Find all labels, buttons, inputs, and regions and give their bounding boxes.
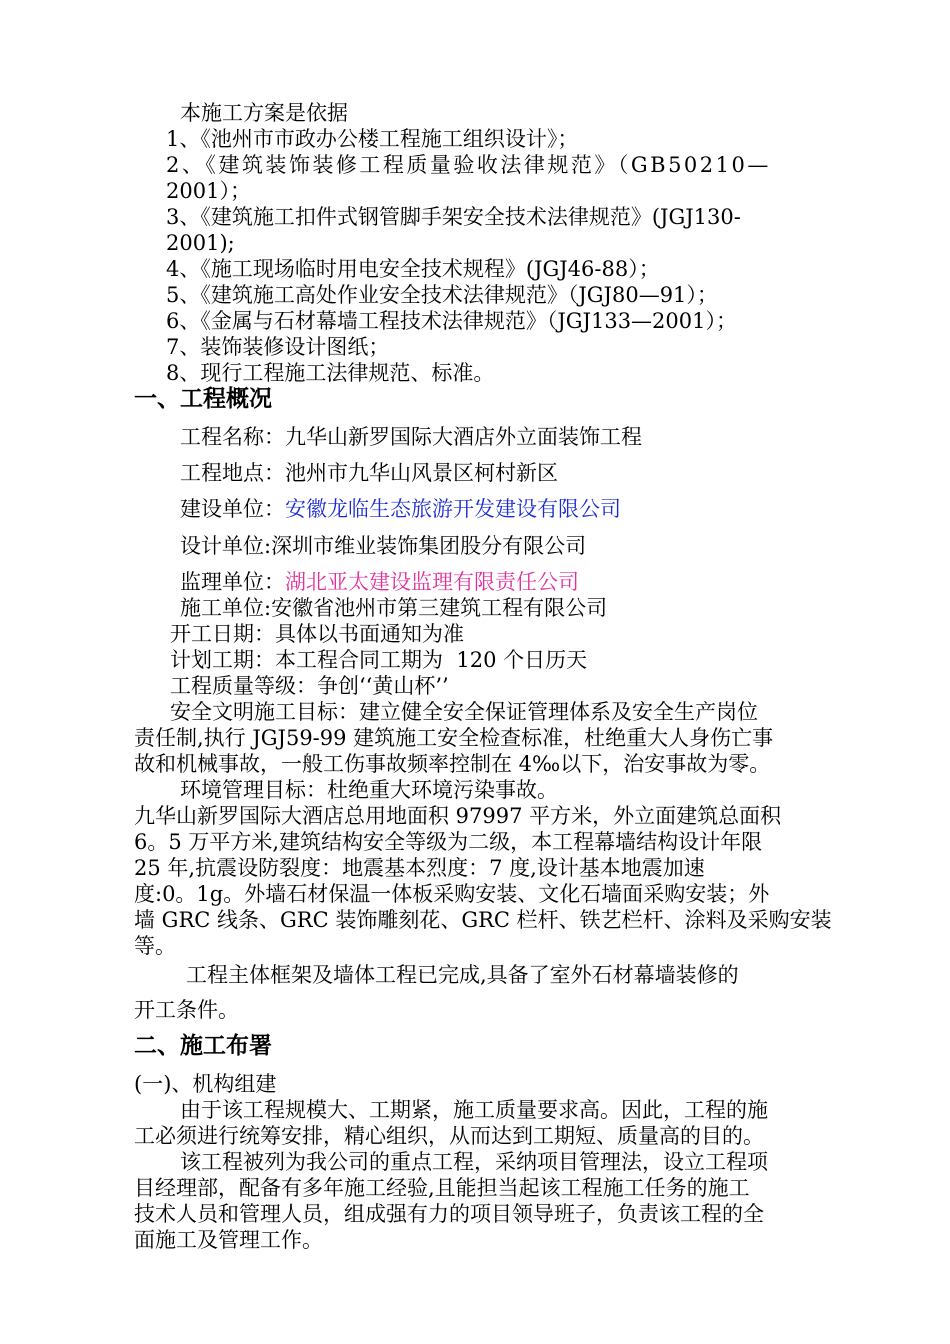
supervisor-row: [180, 569, 579, 595]
designer: 设计单位:深圳市维业装饰集团股分有限公司: [180, 534, 587, 558]
start-date: 开工日期：具体以书面通知为准: [170, 622, 464, 646]
builder-label: 建设单位：: [180, 497, 285, 521]
basis-item: 2001）；: [166, 179, 251, 203]
paragraph-line: 面施工及管理工作。: [134, 1228, 323, 1252]
supervisor-value: 湖北亚太建设监理有限责任公司: [285, 570, 579, 594]
paragraph-line: 目经理部，配备有多年施工经验,且能担当起该工程施工任务的施工: [134, 1176, 750, 1200]
paragraph-line: 由于该工程规模大、工期紧，施工质量要求高。因此，工程的施: [180, 1098, 768, 1122]
safety-line: 安全文明施工目标：建立健全安全保证管理体系及安全生产岗位: [170, 700, 758, 724]
environment-goal: 环境管理目标：杜绝重大环境污染事故。: [180, 778, 558, 802]
duration: 计划工期：本工程合同工期为 120 个日历天: [170, 648, 588, 672]
builder-row: [180, 496, 621, 522]
overview-line: 6。5 万平方米,建筑结构安全等级为二级，本工程幕墙结构设计年限: [134, 830, 763, 854]
overview-line: 墙 GRC 线条、GRC 装饰雕刻花、GRC 栏杆、铁艺栏杆、涂料及采购安装: [134, 908, 832, 932]
project-name: 工程名称：九华山新罗国际大酒店外立面装饰工程: [180, 425, 642, 449]
basis-item: 5、《建筑施工高处作业安全技术法律规范》（JGJ80—91）；: [166, 283, 718, 307]
basis-intro: 本施工方案是依据: [180, 101, 348, 125]
overview-line: 25 年,抗震设防裂度：地震基本烈度：7 度,设计基本地震加速: [134, 856, 705, 880]
basis-item: 8、现行工程施工法律规范、标准。: [166, 361, 495, 385]
basis-item: 6、《金属与石材幕墙工程技术法律规范》（JGJ133—2001）；: [166, 309, 737, 333]
ready-line: 开工条件。: [134, 998, 239, 1022]
paragraph-line: 工必须进行统筹安排，精心组织，从而达到工期短、质量高的目的。: [134, 1124, 764, 1148]
builder-value: 安徽龙临生态旅游开发建设有限公司: [285, 497, 621, 521]
basis-item: 2001);: [166, 231, 235, 255]
basis-item: 3、《建筑施工扣件式钢管脚手架安全技术法律规范》(JGJ130-: [166, 205, 741, 229]
quality-grade: 工程质量等级：争创‘‘黄山杯’’: [170, 674, 449, 698]
basis-item: 2、《建筑装饰装修工程质量验收法律规范》（GB50210—: [166, 153, 771, 177]
project-location: 工程地点：池州市九华山风景区柯村新区: [180, 461, 558, 485]
basis-item: 1、《池州市市政办公楼工程施工组织设计》；: [166, 127, 579, 151]
paragraph-line: 该工程被列为我公司的重点工程，采纳项目管理法，设立工程项: [180, 1150, 768, 1174]
supervisor-label: 监理单位：: [180, 570, 285, 594]
paragraph-line: 技术人员和管理人员，组成强有力的项目领导班子，负责该工程的全: [134, 1202, 764, 1226]
overview-line: 九华山新罗国际大酒店总用地面积 97997 平方米，外立面建筑总面积: [134, 804, 782, 828]
section-heading-deployment: 二、施工布署: [134, 1033, 272, 1059]
contractor: 施工单位:安徽省池州市第三建筑工程有限公司: [180, 596, 608, 620]
overview-line: 度:0。1g。外墙石材保温一体板采购安装、文化石墙面采购安装；外: [134, 882, 770, 906]
safety-line: 责任制,执行 JGJ59-99 建筑施工安全检查标准，杜绝重大人身伤亡事: [134, 726, 774, 750]
subsection-heading: (一)、机构组建: [134, 1072, 277, 1096]
basis-item: 7、装饰装修设计图纸；: [166, 335, 390, 359]
section-heading-overview: 一、工程概况: [134, 386, 272, 412]
ready-line: 工程主体框架及墙体工程已完成,具备了室外石材幕墙装修的: [186, 963, 739, 987]
safety-line: 故和机械事故，一般工伤事故频率控制在 4‰以下，治安事故为零。: [134, 752, 771, 776]
overview-line: 等。: [134, 934, 176, 958]
basis-item: 4、《施工现场临时用电安全技术规程》(JGJ46-88）；: [166, 257, 660, 281]
